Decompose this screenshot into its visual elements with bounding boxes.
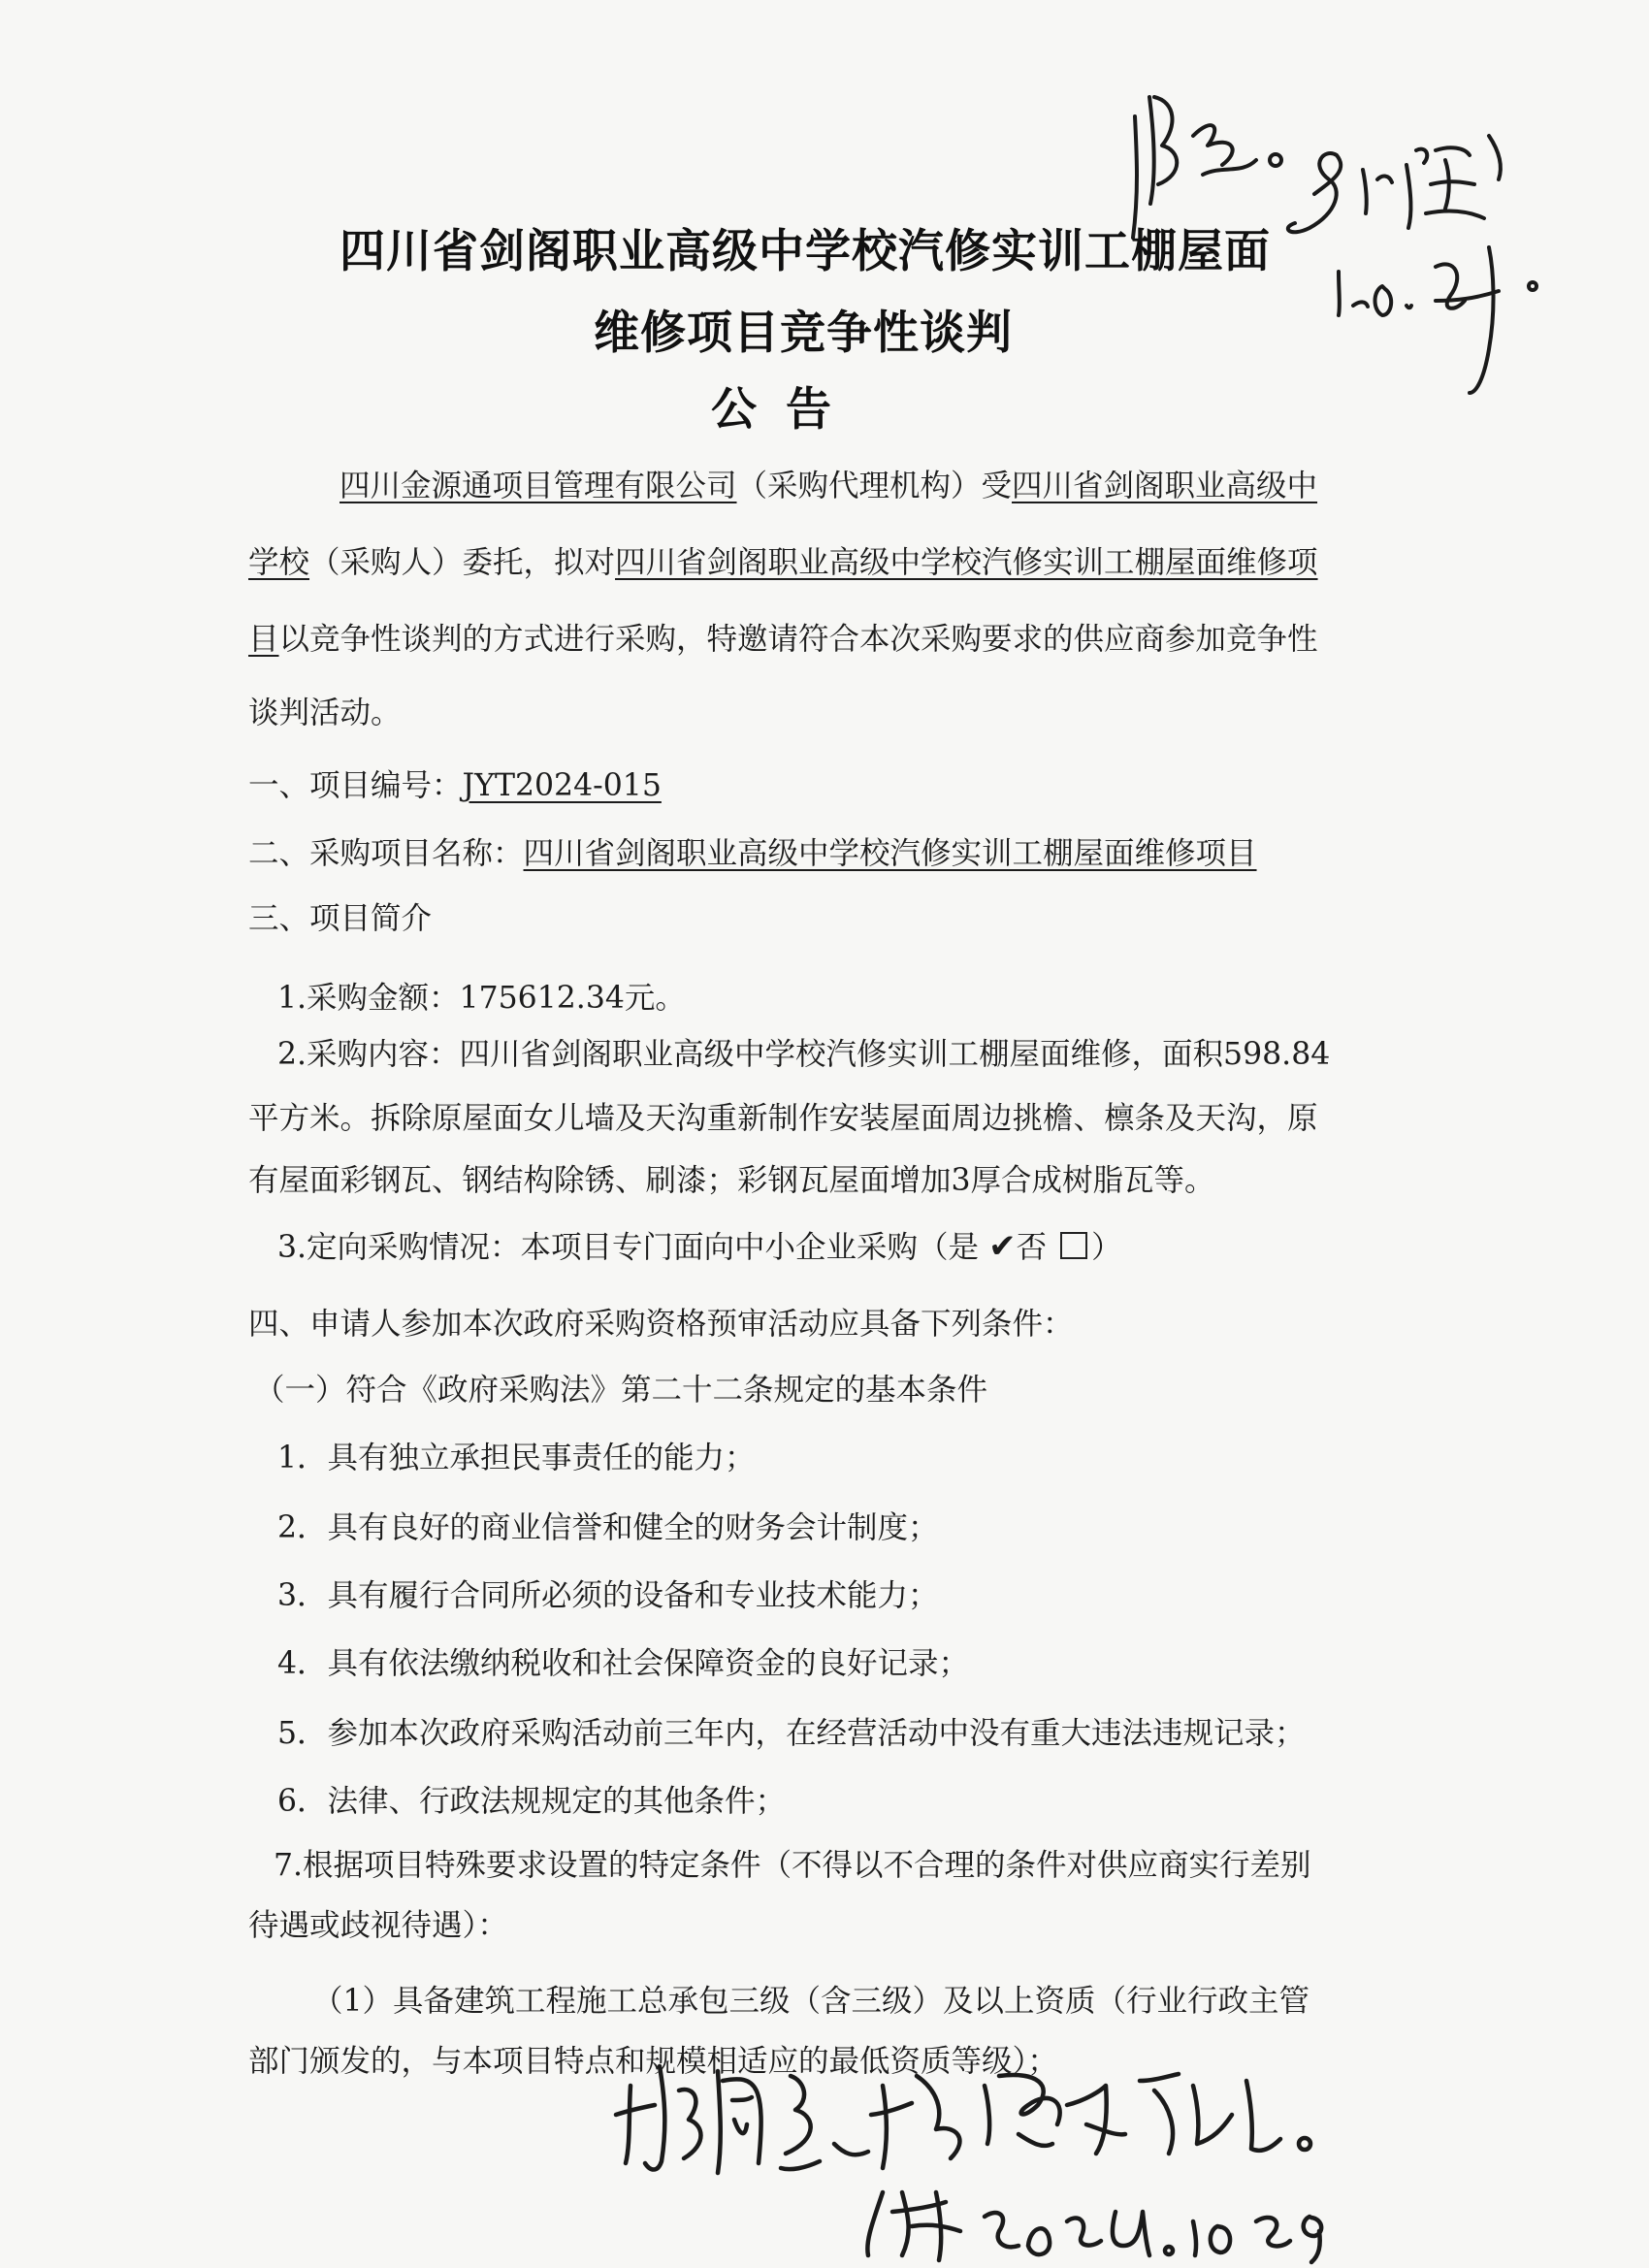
directed-close-paren: ）	[1091, 1230, 1122, 1265]
section4-heading: 四、申请人参加本次政府采购资格预审活动应具备下列条件：	[248, 1307, 1074, 1342]
directed-no-label: 否	[1016, 1230, 1048, 1265]
purchaser-role: （采购人）委托，拟对	[309, 545, 616, 580]
document-title-line2: 维修项目竞争性谈判	[594, 307, 1013, 360]
project-name-part2: 目	[248, 622, 279, 657]
directed-procurement-label: 3.定向采购情况：本项目专门面向中小企业采购（是	[277, 1230, 980, 1265]
handwritten-approval-bottom	[611, 2047, 1348, 2268]
document-title-announcement: 公告	[711, 383, 860, 437]
procurement-content-line2: 平方米。拆除原屋面女儿墙及天沟重新制作安装屋面周边挑檐、檩条及天沟，原	[248, 1101, 1318, 1136]
section3-heading: 三、项目简介	[248, 901, 433, 936]
project-number-label: 一、项目编号：	[248, 768, 463, 803]
project-name-value: 四川省剑阁职业高级中学校汽修实训工棚屋面维修项目	[523, 836, 1257, 871]
condition-item7-1-line1: （1）具备建筑工程施工总承包三级（含三级）及以上资质（行业行政主管	[312, 1984, 1310, 2019]
condition-item7-1-line2: 部门颁发的，与本项目特点和规模相适应的最低资质等级）；	[248, 2044, 1058, 2079]
section4-subheading: （一）符合《政府采购法》第二十二条规定的基本条件	[254, 1373, 988, 1408]
intro-line1	[340, 452, 1317, 521]
intro-line2	[248, 529, 1318, 598]
agency-name: 四川金源通项目管理有限公司	[340, 469, 737, 503]
condition-item7-line2: 待遇或歧视待遇）：	[248, 1908, 508, 1943]
project-name-label: 二、采购项目名称：	[248, 836, 524, 871]
condition-item: 1．具有独立承担民事责任的能力；	[277, 1441, 756, 1475]
agency-role: （采购代理机构）受	[736, 469, 1013, 503]
condition-item: 3．具有履行合同所必须的设备和专业技术能力；	[277, 1578, 939, 1613]
procurement-content-line3: 有屋面彩钢瓦、钢结构除锈、刷漆；彩钢瓦屋面增加3厚合成树脂瓦等。	[248, 1163, 1215, 1198]
purchaser-name-part2: 学校	[248, 545, 310, 580]
directed-procurement-row	[277, 1213, 1122, 1282]
condition-item: 6．法律、行政法规规定的其他条件；	[277, 1784, 787, 1819]
condition-item: 2．具有良好的商业信誉和健全的财务会计制度；	[277, 1510, 939, 1545]
intro-line3	[248, 605, 1318, 674]
condition-item: 4．具有依法缴纳税收和社会保障资金的良好记录；	[277, 1646, 970, 1681]
checkbox-empty-icon	[1060, 1232, 1087, 1259]
condition-item7-line1: 7.根据项目特殊要求设置的特定条件（不得以不合理的条件对供应商实行差别	[274, 1848, 1311, 1883]
procurement-content-line1: 2.采购内容：四川省剑阁职业高级中学校汽修实训工棚屋面维修，面积598.84	[277, 1037, 1331, 1072]
document-title-line1: 四川省剑阁职业高级中学校汽修实训工棚屋面	[340, 225, 1271, 278]
project-name-row	[248, 820, 1257, 889]
check-icon: ✔	[988, 1227, 1017, 1266]
procurement-method: 以竞争性谈判的方式进行采购，特邀请符合本次采购要求的供应商参加竞争性	[278, 622, 1318, 657]
project-number-value: JYT2024-015	[462, 768, 662, 803]
procurement-amount: 1.采购金额：175612.34元。	[277, 981, 686, 1016]
project-name-part1: 四川省剑阁职业高级中学校汽修实训工棚屋面维修项	[615, 545, 1318, 580]
purchaser-name-part1: 四川省剑阁职业高级中	[1012, 469, 1318, 503]
intro-line4: 谈判活动。	[248, 696, 402, 730]
condition-item: 5．参加本次政府采购活动前三年内，在经营活动中没有重大违法违规记录；	[277, 1716, 1306, 1751]
project-number-row	[248, 752, 662, 821]
